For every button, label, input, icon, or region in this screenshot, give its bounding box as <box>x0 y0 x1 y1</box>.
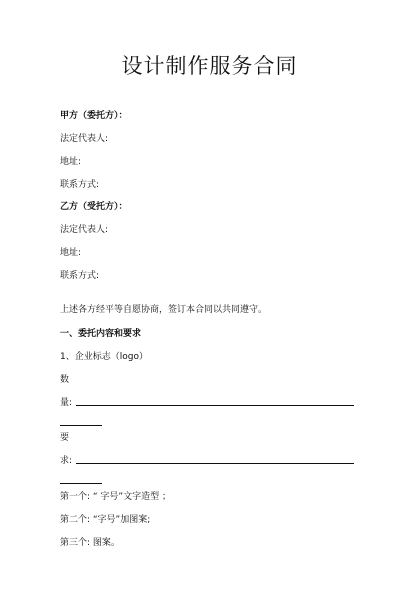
option-2: 第二个: “字号”加图案; <box>60 515 151 525</box>
option-1: 第一个: “ 字号”文字造型 ； <box>60 492 171 502</box>
document-title: 设计制作服务合同 <box>121 54 298 78</box>
party-a-heading: 甲方（委托方）： <box>60 111 128 121</box>
requirement-fill-line <box>76 463 354 464</box>
quantity-fill-line-cont <box>60 425 102 426</box>
party-b-heading: 乙方（受托方）： <box>60 202 128 212</box>
item-1-logo: 1、企业标志（logo） <box>60 352 148 362</box>
party-b-address-label: 地址: <box>60 248 82 258</box>
quantity-label: 量: <box>60 398 73 408</box>
intro-paragraph: 上述各方经平等自愿协商，签订本合同以共同遵守。 <box>60 305 268 315</box>
quantity-char-1: 数 <box>60 375 70 385</box>
quantity-fill-line <box>76 405 354 406</box>
option-3: 第三个: 图案。 <box>60 538 120 548</box>
section-1-heading: 一、委托内容和要求 <box>60 329 142 339</box>
party-b-contact-label: 联系方式: <box>60 271 100 281</box>
party-b-legal-rep-label: 法定代表人: <box>60 225 109 235</box>
party-a-address-label: 地址: <box>60 157 82 167</box>
party-a-legal-rep-label: 法定代表人: <box>60 134 109 144</box>
requirement-char-1: 要 <box>60 433 70 443</box>
requirement-label: 求: <box>60 456 73 466</box>
requirement-fill-line-cont <box>60 483 102 484</box>
party-a-contact-label: 联系方式: <box>60 180 100 190</box>
